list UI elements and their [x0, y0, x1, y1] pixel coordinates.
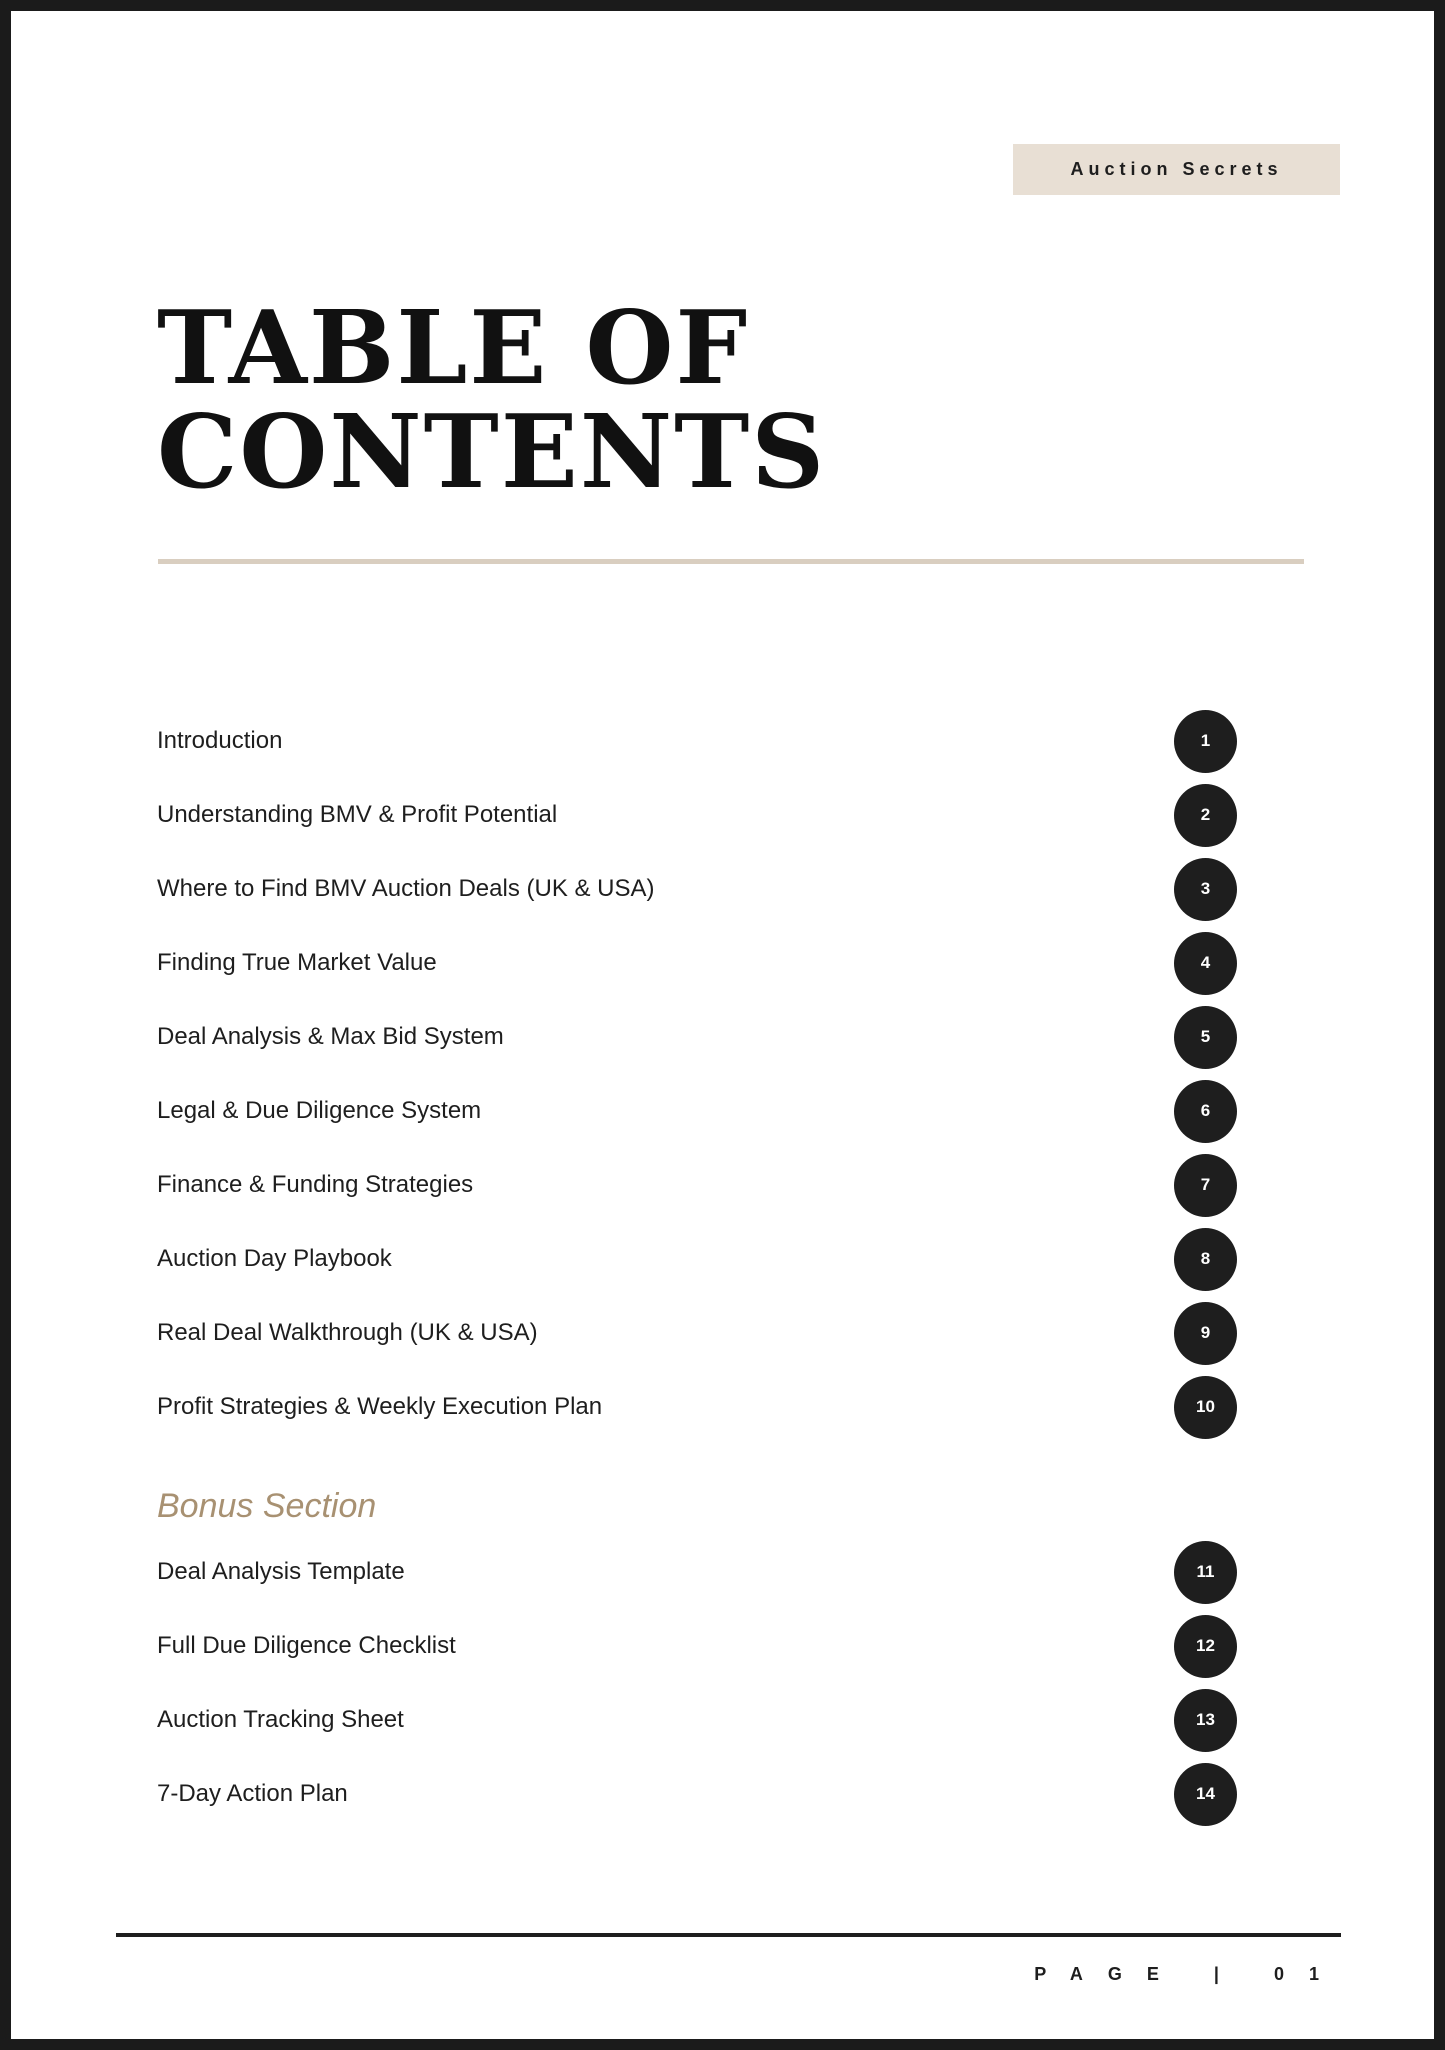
toc-entry-label: Real Deal Walkthrough (UK & USA) [157, 1319, 538, 1346]
toc-entry-label: Where to Find BMV Auction Deals (UK & USA) [157, 875, 655, 902]
bonus-section-heading: Bonus Section [157, 1487, 377, 1525]
bonus-entry-label: Auction Tracking Sheet [157, 1706, 404, 1733]
toc-entry [157, 709, 1237, 773]
toc-entry-label: Introduction [157, 727, 283, 754]
bonus-entry-label: Full Due Diligence Checklist [157, 1632, 456, 1659]
document-page [11, 11, 1434, 2039]
bonus-entry-label: 7-Day Action Plan [157, 1780, 348, 1807]
toc-page-number-badge: 5 [1174, 1006, 1237, 1069]
bonus-entry [157, 1540, 1237, 1604]
toc-page-number-badge: 3 [1174, 858, 1237, 921]
toc-entry [157, 1227, 1237, 1291]
page-word: PAGE [1034, 1964, 1184, 1984]
toc-entry-label: Legal & Due Diligence System [157, 1097, 482, 1124]
toc-entry-label: Auction Day Playbook [157, 1245, 392, 1272]
toc-page-number-badge: 4 [1174, 932, 1237, 995]
bonus-entry-label: Deal Analysis Template [157, 1558, 405, 1585]
bonus-page-number-badge: 13 [1174, 1689, 1237, 1752]
toc-entry [157, 857, 1237, 921]
page-title: TABLE OF CONTENTS [157, 288, 827, 511]
toc-entry [157, 1301, 1237, 1365]
toc-entry [157, 1375, 1237, 1439]
toc-entry [157, 1079, 1237, 1143]
toc-entry-label: Profit Strategies & Weekly Execution Plan [157, 1393, 603, 1420]
toc-page-number-badge: 10 [1174, 1376, 1237, 1439]
toc-page-number-badge: 1 [1174, 710, 1237, 773]
page-number: 01 [1273, 1964, 1344, 1984]
toc-entry [157, 1153, 1237, 1217]
toc-page-number-badge: 9 [1174, 1302, 1237, 1365]
bonus-page-number-badge: 11 [1174, 1541, 1237, 1604]
bonus-entry [157, 1762, 1237, 1826]
toc-page-number-badge: 8 [1174, 1228, 1237, 1291]
bonus-entry [157, 1614, 1237, 1678]
toc-entry-label: Finance & Funding Strategies [157, 1171, 474, 1198]
footer-divider [116, 1933, 1341, 1937]
toc-entry-label: Understanding BMV & Profit Potential [157, 801, 558, 828]
page-indicator [1034, 1964, 1344, 1985]
toc-page-number-badge: 2 [1174, 784, 1237, 847]
toc-entry [157, 1005, 1237, 1069]
toc-entry-label: Deal Analysis & Max Bid System [157, 1023, 504, 1050]
brand-tag: Auction Secrets [1013, 144, 1340, 195]
bonus-page-number-badge: 14 [1174, 1763, 1237, 1826]
bonus-entry [157, 1688, 1237, 1752]
page-separator: | [1213, 1964, 1244, 1984]
bonus-page-number-badge: 12 [1174, 1615, 1237, 1678]
toc-page-number-badge: 7 [1174, 1154, 1237, 1217]
toc-entry [157, 783, 1237, 847]
toc-entry [157, 931, 1237, 995]
toc-entry-label: Finding True Market Value [157, 949, 437, 976]
toc-page-number-badge: 6 [1174, 1080, 1237, 1143]
title-divider [158, 559, 1304, 564]
